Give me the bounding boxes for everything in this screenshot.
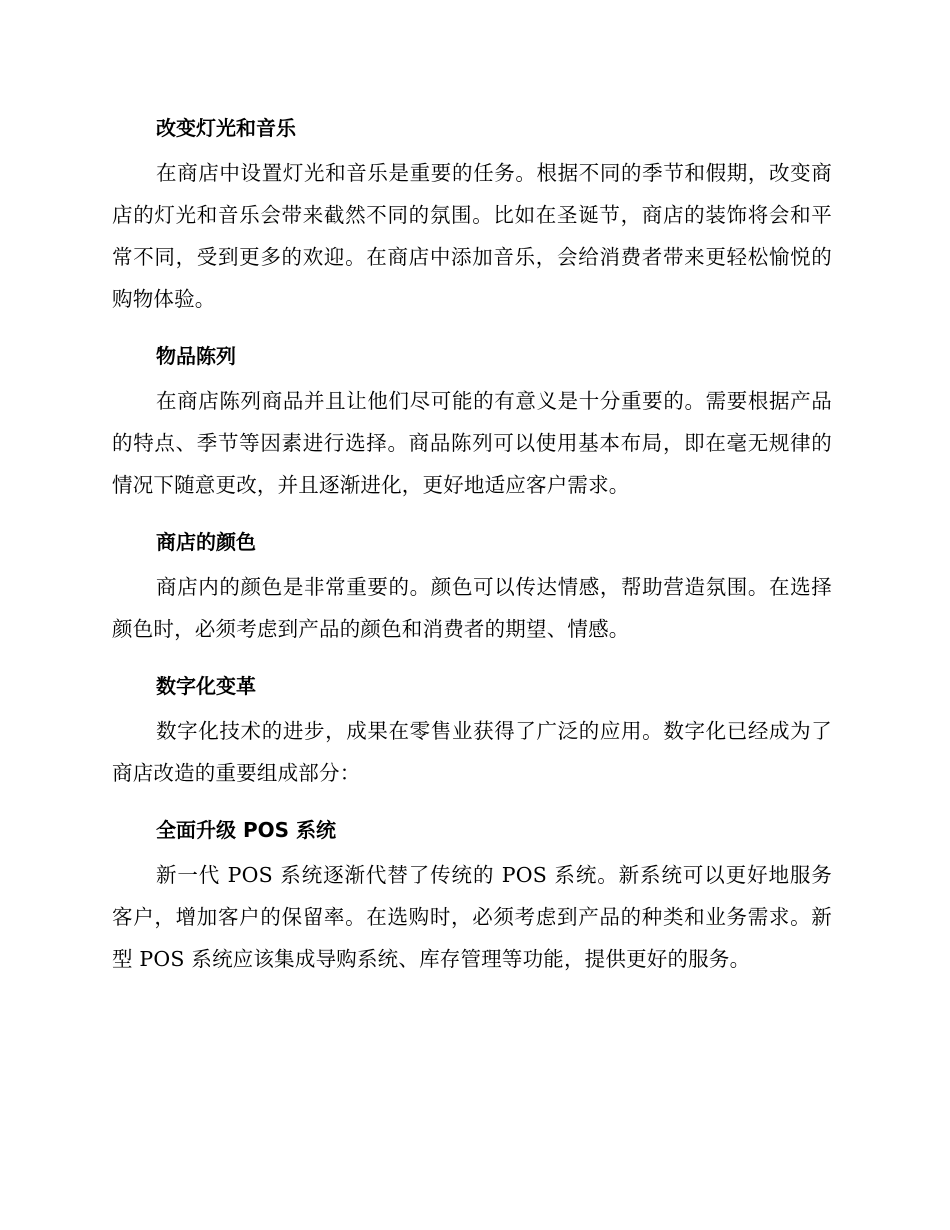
section-heading-pos-upgrade: 全面升级 POS 系统	[156, 818, 336, 842]
section-heading-digital-transformation: 数字化变革	[156, 674, 256, 698]
document-page	[112, 104, 832, 992]
section-body-store-color: 商店内的颜色是非常重要的。颜色可以传达情感，帮助营造氛围。在选择颜色时，必须考虑到产品的颜色和消费者的期望、情感。	[112, 575, 832, 641]
section-heading-store-color: 商店的颜色	[156, 530, 256, 554]
section-heading-lighting-music: 改变灯光和音乐	[156, 116, 296, 140]
section-body-merchandise-display: 在商店陈列商品并且让他们尽可能的有意义是十分重要的。需要根据产品的特点、季节等因素进行选择。商品陈列可以使用基本布局，即在毫无规律的情况下随意更改，并且逐渐进化，更好地适应客户需求。	[112, 389, 832, 497]
section-heading-merchandise-display: 物品陈列	[156, 344, 236, 368]
section-body-digital-transformation: 数字化技术的进步，成果在零售业获得了广泛的应用。数字化已经成为了商店改造的重要组成部分：	[112, 719, 832, 785]
section-body-lighting-music: 在商店中设置灯光和音乐是重要的任务。根据不同的季节和假期，改变商店的灯光和音乐会带来截然不同的氛围。比如在圣诞节，商店的装饰将会和平常不同，受到更多的欢迎。在商店中添加音乐，会给消费者带来更轻松愉悦的购物体验。	[112, 161, 832, 311]
section-body-pos-upgrade: 新一代 POS 系统逐渐代替了传统的 POS 系统。新系统可以更好地服务客户，增加客户的保留率。在选购时，必须考虑到产品的种类和业务需求。新型 POS 系统应该集成导购系统、库存管理等功能，提供更好的服务。	[112, 863, 832, 971]
